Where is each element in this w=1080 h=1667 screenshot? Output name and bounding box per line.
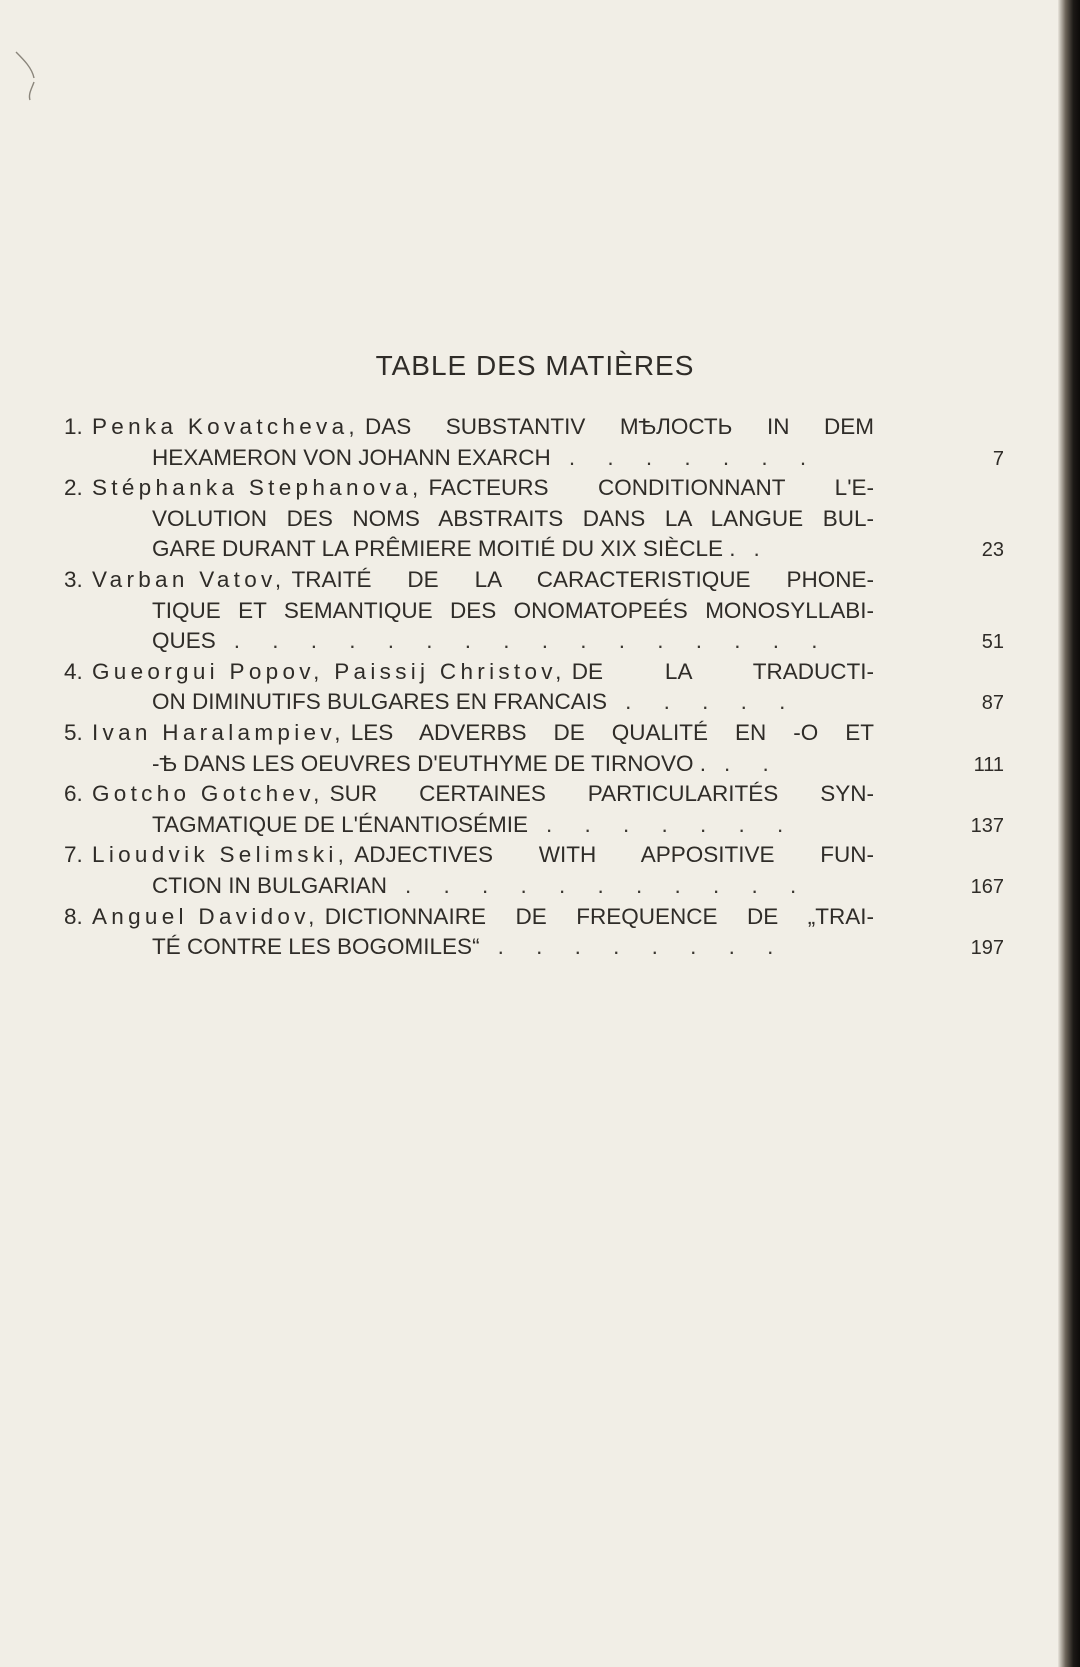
page-title: TABLE DES MATIÈRES (375, 350, 695, 381)
entry-number: 8. (64, 903, 83, 929)
entry-title-line: DAS SUBSTANTIV МѢЛОСТЬ IN DEM (364, 414, 874, 439)
toc-entry-3 (64, 565, 1004, 657)
entry-page-number: 197 (970, 937, 1004, 960)
toc-line (64, 810, 1004, 841)
entry-author: Lioudvik Selimski, (92, 842, 349, 868)
toc-line (64, 565, 1004, 596)
entry-page-number: 7 (992, 447, 1004, 470)
entry-title-line: GARE DURANT LA PRÊMIERE MOITIÉ DU XIX SIÈCLE . (152, 536, 736, 562)
entry-author: Ivan Haralampiev, (92, 719, 345, 745)
leader-dots: . . . . . . . (568, 444, 820, 470)
entry-page-number: 87 (981, 692, 1004, 715)
entry-title-line: QUES (152, 628, 216, 654)
pencil-mark-icon (12, 48, 38, 104)
page-edge-shadow (1058, 0, 1080, 1667)
leader-dots: . . (723, 750, 782, 776)
toc-entry-2 (64, 473, 1004, 565)
toc-line (64, 443, 1004, 474)
entry-title-line: ON DIMINUTIFS BULGARES EN FRANCAIS (152, 689, 608, 715)
entry-title-line: TIQUE ET SEMANTIQUE DES ONOMATOPEÉS MONOSYLLABI- (152, 597, 874, 623)
toc-line (64, 534, 1004, 565)
toc-entry-1 (64, 412, 1004, 473)
toc-line (64, 932, 1004, 963)
toc-line (64, 687, 1004, 718)
toc-entry-5 (64, 718, 1004, 779)
toc-line (64, 902, 1004, 933)
entry-page-number: 23 (981, 539, 1004, 562)
entry-title-line: ADJECTIVES WITH APPOSITIVE FUN- (354, 842, 874, 868)
entry-title-line: VOLUTION DES NOMS ABSTRAITS DANS LA LANGUE BUL- (152, 505, 874, 531)
entry-page-number: 137 (970, 814, 1004, 837)
entry-number: 5. (64, 719, 83, 745)
entry-title-line: SUR CERTAINES PARTICULARITÉS SYN- (329, 781, 874, 807)
entry-title-line: DE LA TRADUCTI- (571, 658, 874, 684)
entry-number: 2. (64, 475, 83, 501)
entry-title-line: DICTIONNAIRE DE FREQUENCE DE „TRAI- (324, 903, 874, 929)
leader-dots: . . . . . . . . (497, 934, 787, 960)
toc-line (64, 871, 1004, 902)
leader-dots: . (753, 536, 773, 562)
toc-line (64, 626, 1004, 657)
entry-page-number: 167 (970, 875, 1004, 898)
toc-line (64, 779, 1004, 810)
entry-title-line: LES ADVERBS DE QUALITÉ EN -O ET (350, 719, 874, 745)
toc-entry-7 (64, 840, 1004, 901)
toc-entry-8 (64, 902, 1004, 963)
entry-author: Gueorgui Popov, Paissij Christov, (92, 658, 566, 684)
table-of-contents (64, 412, 1004, 963)
entry-number: 1. (64, 414, 83, 439)
entry-page-number: 111 (973, 753, 1004, 776)
toc-line (64, 473, 1004, 504)
entry-title-line: HEXAMERON VON JOHANN EXARCH (152, 444, 551, 470)
entry-number: 4. (64, 658, 83, 684)
entry-number: 3. (64, 566, 83, 592)
entry-page-number: 51 (981, 631, 1004, 654)
toc-line (64, 840, 1004, 871)
leader-dots: . . . . . . . . . . . (405, 872, 810, 898)
entry-title-line: -Ѣ DANS LES OEUVRES D'EUTHYME DE TIRNOVO . (152, 750, 706, 776)
entry-title-line: FACTEURS CONDITIONNANT L'E- (428, 475, 874, 501)
entry-title-line: TÉ CONTRE LES BOGOMILES“ (152, 934, 480, 960)
entry-title-line: CTION IN BULGARIAN (152, 872, 388, 898)
entry-author: Gotcho Gotchev, (92, 781, 324, 807)
entry-title-line: TAGMATIQUE DE L'ÉNANTIOSÉMIE (152, 811, 529, 837)
toc-line (64, 749, 1004, 780)
entry-number: 7. (64, 842, 83, 868)
entry-author: Stéphanka Stephanova, (92, 475, 423, 501)
entry-title-line: TRAITÉ DE LA CARACTERISTIQUE PHONE- (291, 566, 874, 592)
toc-entry-6 (64, 779, 1004, 840)
toc-line (64, 412, 1004, 443)
entry-author: Penka Kovatcheva, (92, 414, 359, 439)
entry-author: Anguel Davidov, (92, 903, 319, 929)
entry-number: 6. (64, 781, 83, 807)
toc-line (64, 504, 1004, 535)
toc-line (64, 718, 1004, 749)
leader-dots: . . . . . . . . . . . . . . . . (233, 628, 831, 654)
toc-line (64, 596, 1004, 627)
entry-author: Varban Vatov, (92, 566, 286, 592)
leader-dots: . . . . . (625, 689, 799, 715)
toc-line (64, 657, 1004, 688)
leader-dots: . . . . . . . (546, 811, 797, 837)
toc-entry-4 (64, 657, 1004, 718)
